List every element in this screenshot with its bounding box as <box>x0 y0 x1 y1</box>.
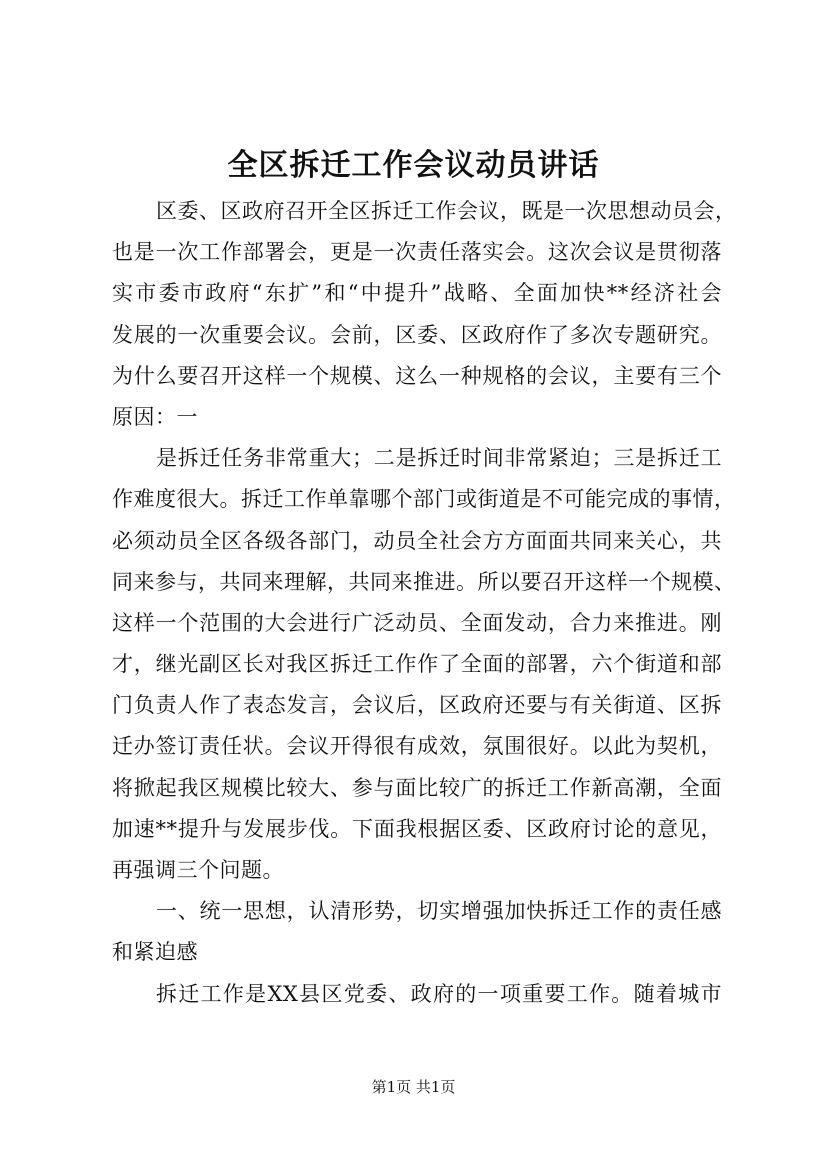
body-line: 才，继光副区长对我区拆迁工作作了全面的部署，六个街道和部 <box>112 652 722 677</box>
body-line: 将掀起我区规模比较大、参与面比较广的拆迁工作新高潮，全面 <box>112 775 722 800</box>
document-body <box>112 191 737 1015</box>
body-line: 原因：一 <box>112 404 198 429</box>
body-line: 作难度很大。拆迁工作单靠哪个部门或街道是不可能完成的事情， <box>112 487 736 512</box>
body-line: 一、统一思想，认清形势，切实增强加快拆迁工作的责任感 <box>156 899 722 924</box>
body-line: 同来参与，共同来理解，共同来推进。所以要召开这样一个规模、 <box>112 569 736 594</box>
body-line: 再强调三个问题。 <box>112 858 284 882</box>
page-number: 第1页 共1页 <box>371 1078 456 1096</box>
body-line: 加速**提升与发展步伐。下面我根据区委、区政府讨论的意见， <box>112 816 722 841</box>
body-line: 也是一次工作部署会，更是一次责任落实会。这次会议是贯彻落 <box>112 240 722 265</box>
body-line: 是拆迁任务非常重大；二是拆迁时间非常紧迫；三是拆迁工 <box>156 446 722 471</box>
body-line: 为什么要召开这样一个规模、这么一种规格的会议，主要有三个 <box>112 363 722 388</box>
body-line: 迁办签订责任状。会议开得很有成效，氛围很好。以此为契机， <box>112 734 722 759</box>
body-line: 这样一个范围的大会进行广泛动员、全面发动，合力来推进。刚 <box>112 610 722 635</box>
document-title: 全区拆迁工作会议动员讲话 <box>227 148 600 183</box>
body-line: 发展的一次重要会议。会前，区委、区政府作了多次专题研究。 <box>112 322 722 347</box>
body-line: 和紧迫感 <box>112 940 198 965</box>
body-line: 必须动员全区各级各部门，动员全社会方方面面共同来关心，共 <box>112 528 722 553</box>
body-line: 区委、区政府召开全区拆迁工作会议，既是一次思想动员会， <box>156 199 737 223</box>
body-line: 门负责人作了表态发言，会议后，区政府还要与有关街道、区拆 <box>112 693 722 718</box>
body-line: 实市委市政府“东扩”和“中提升”战略、全面加快**经济社会 <box>112 281 722 306</box>
body-line: 拆迁工作是XX县区党委、政府的一项重要工作。随着城市 <box>156 981 722 1006</box>
